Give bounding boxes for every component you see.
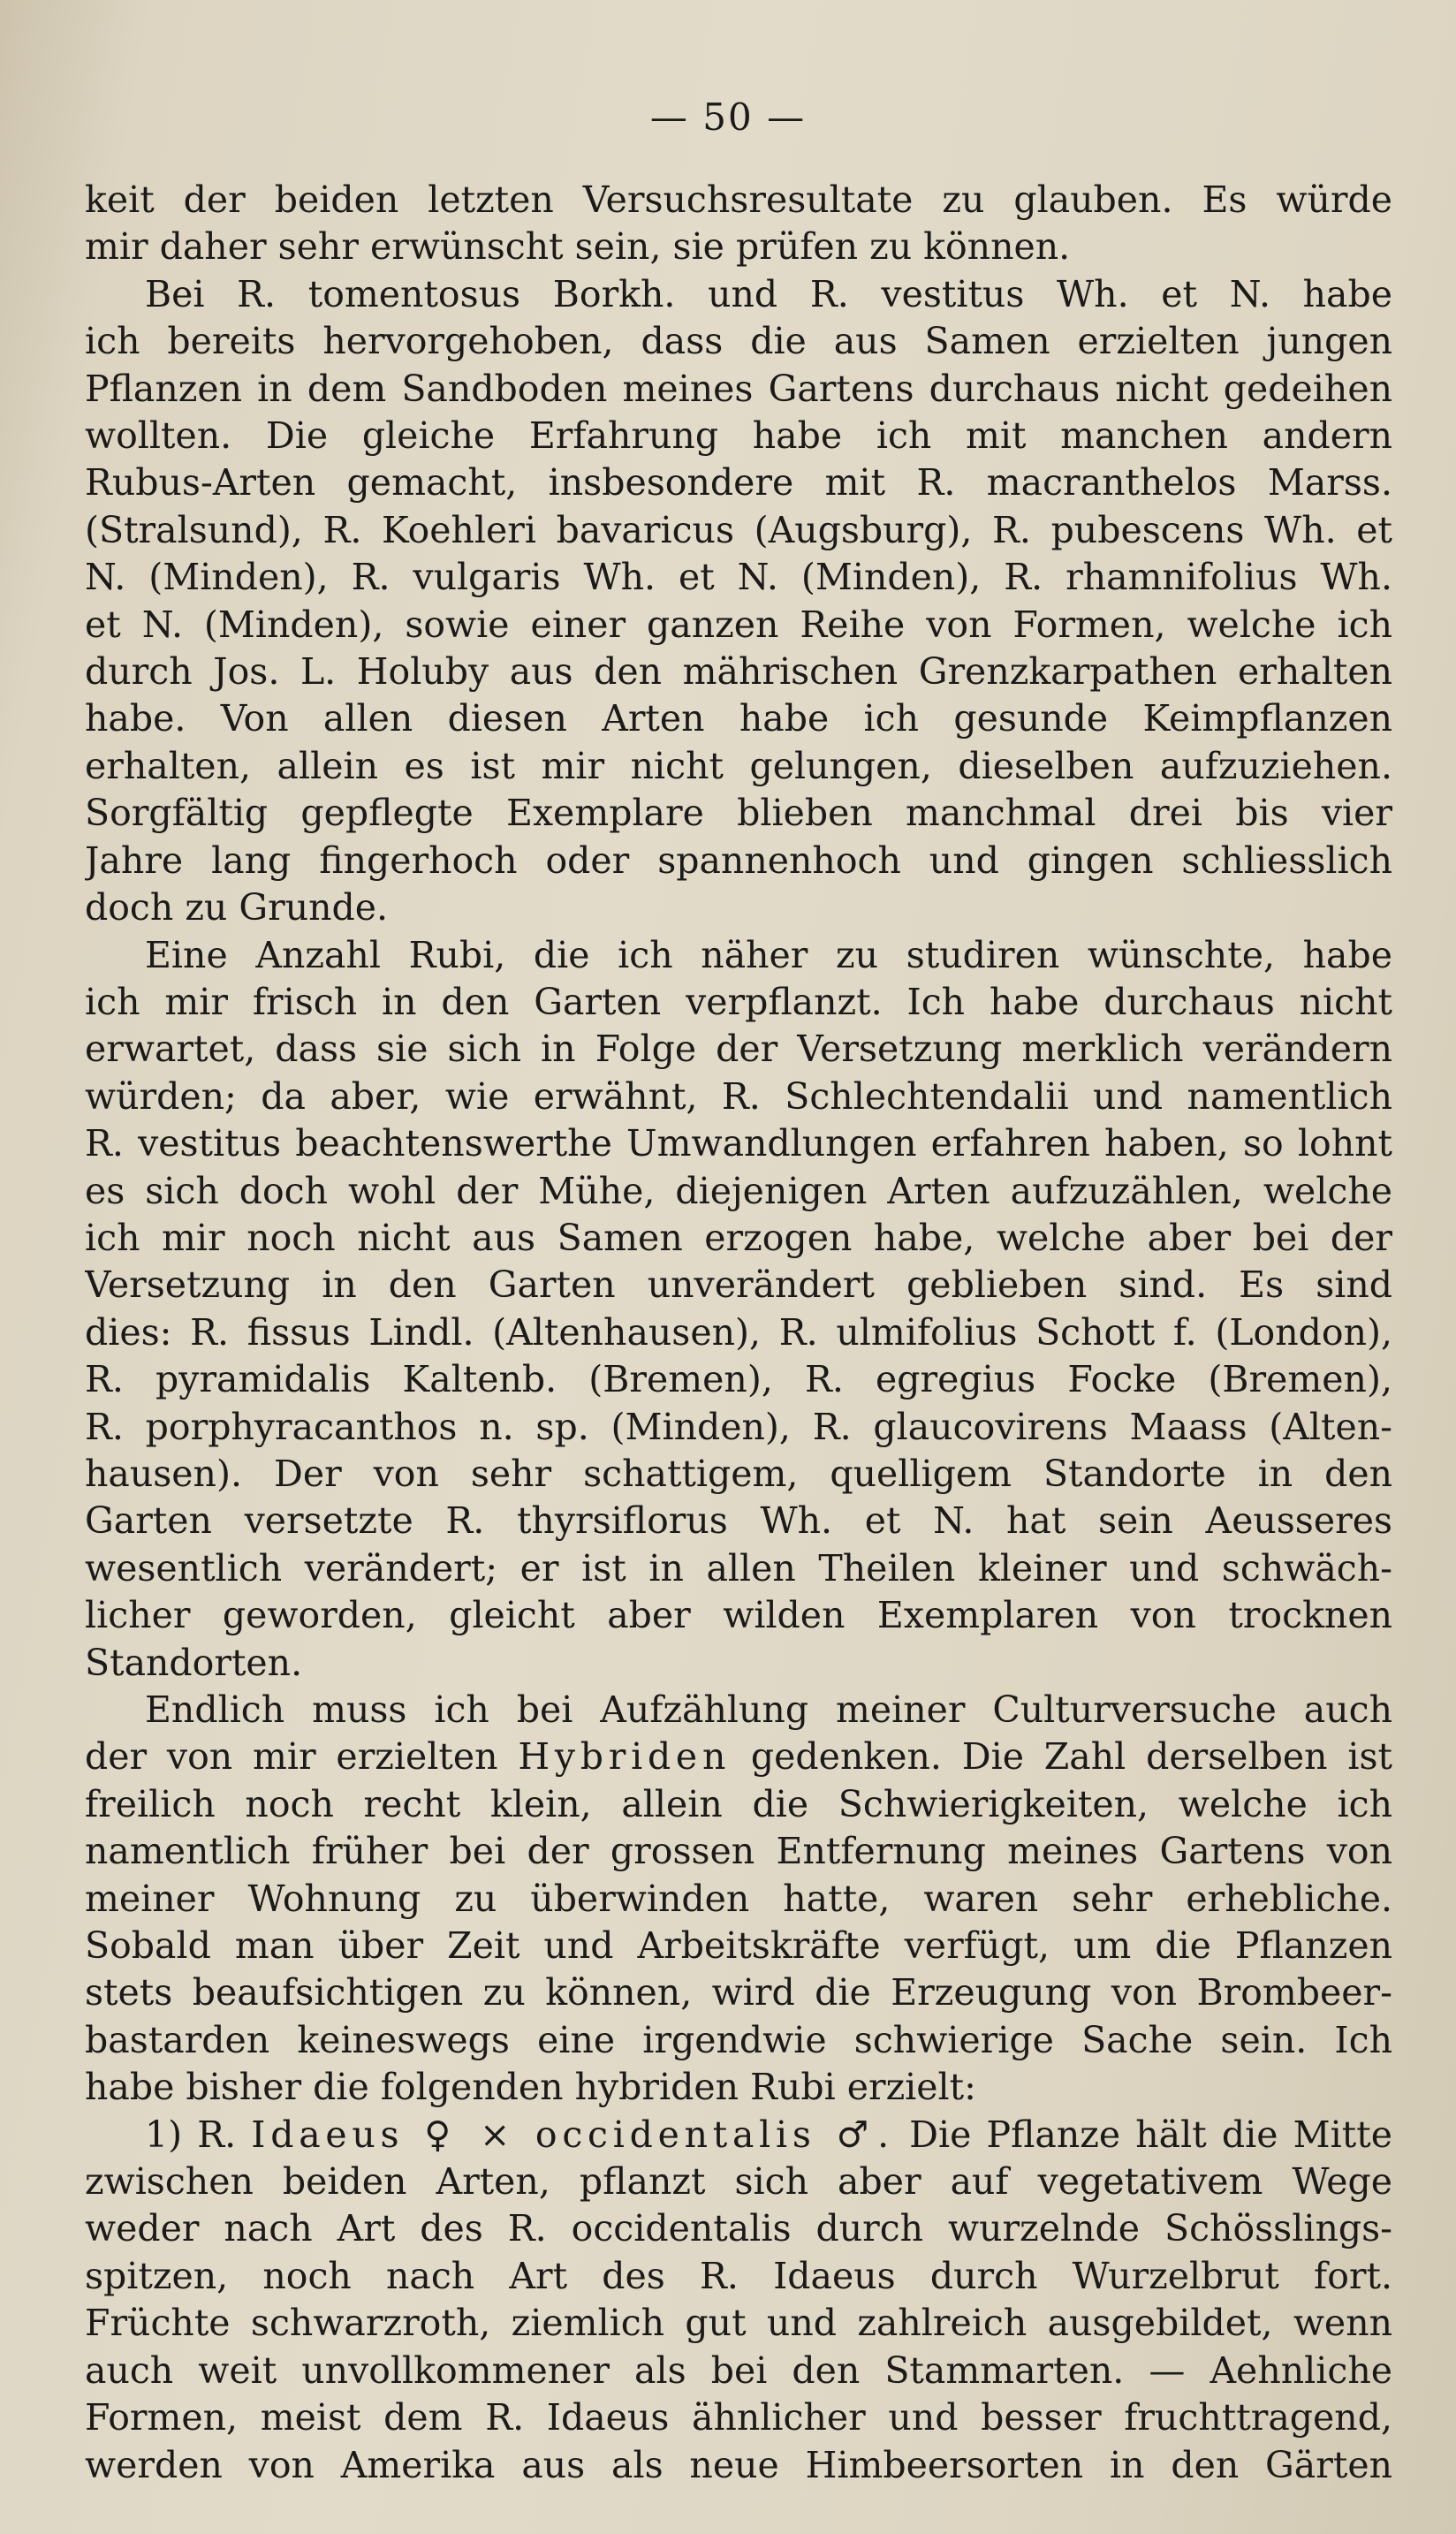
text-line: durch Jos. L. Holuby aus den mährischen Grenzkarpathen erhalten <box>85 650 1392 694</box>
text-line: Jahre lang fingerhoch oder spannenhoch und gingen schliesslich <box>85 838 1392 882</box>
text-line: bastarden keineswegs eine irgendwie schwierige Sache sein. Ich <box>85 2018 1392 2061</box>
text-segment: 1) R. <box>145 2113 237 2156</box>
text-line: keit der beiden letzten Versuchsresultate zu glauben. Es würde <box>85 178 1392 221</box>
text-line: wollten. Die gleiche Erfahrung habe ich mit manchen andern <box>85 414 1392 458</box>
text-line: et N. (Minden), sowie einer ganzen Reihe von Formen, welche ich <box>85 603 1392 646</box>
text-line: mir daher sehr erwünscht sein, sie prüfen zu können. <box>85 225 1071 269</box>
text-line: R. porphyracanthos n. sp. (Minden), R. glaucovirens Maass (Alten- <box>85 1405 1392 1448</box>
text-line: Pflanzen in dem Sandboden meines Gartens durchaus nicht gedeihen <box>85 367 1392 410</box>
text-line: Eine Anzahl Rubi, die ich näher zu studiren wünschte, habe <box>145 933 1392 976</box>
text-line: erhalten, allein es ist mir nicht gelungen, dieselben aufzuziehen. <box>85 744 1392 787</box>
text-line: Formen, meist dem R. Idaeus ähnlicher und besser fruchttragend, <box>85 2396 1392 2439</box>
text-line: ich mir noch nicht aus Samen erzogen habe, welche aber bei der <box>85 1216 1392 1259</box>
text-line: stets beaufsichtigen zu können, wird die Erzeugung von Brombeer- <box>85 1971 1392 2014</box>
text-line: habe bisher die folgenden hybriden Rubi erzielt: <box>85 2066 976 2109</box>
text-line: ich bereits hervorgehoben, dass die aus Samen erzielten jungen <box>85 320 1392 363</box>
text-line: doch zu Grunde. <box>85 886 389 929</box>
text-line: namentlich früher bei der grossen Entfernung meines Gartens von <box>85 1830 1392 1873</box>
text-line: R. vestitus beachtenswerthe Umwandlungen erfahren haben, so lohnt <box>85 1122 1392 1165</box>
text-line: habe. Von allen diesen Arten habe ich gesunde Keimpflanzen <box>85 697 1392 740</box>
text-line: Garten versetzte R. thyrsiflorus Wh. et N. hat sein Aeusseres <box>85 1499 1392 1543</box>
text-line: Sobald man über Zeit und Arbeitskräfte verfügt, um die Pflanzen <box>85 1924 1392 1968</box>
text-line: licher geworden, gleicht aber wilden Exemplaren von trocknen <box>85 1594 1392 1637</box>
page-number: — 50 — <box>649 95 807 139</box>
text-line: (Stralsund), R. Koehleri bavaricus (Augsburg), R. pubescens Wh. et <box>85 508 1392 551</box>
text-line: würden; da aber, wie erwähnt, R. Schlechtendalii und namentlich <box>85 1074 1392 1118</box>
body-text <box>85 177 1392 2489</box>
text-line: spitzen, noch nach Art des R. Idaeus durch Wurzelbrut fort. <box>85 2254 1392 2297</box>
spaced-term-hybrid-name: Idaeus ♀ × occidentalis ♂. <box>251 2113 894 2156</box>
spaced-term-hybriden: Hybriden <box>518 1735 732 1779</box>
text-line: Rubus-Arten gemacht, insbesondere mit R. macranthelos Marss. <box>85 461 1392 505</box>
text-line-hybriden <box>85 1734 1392 1780</box>
text-line: meiner Wohnung zu überwinden hatte, waren sehr erhebliche. <box>85 1877 1392 1920</box>
text-line: Standorten. <box>85 1641 303 1684</box>
text-line: es sich doch wohl der Mühe, diejenigen Arten aufzuzählen, welche <box>85 1169 1392 1212</box>
text-line: N. (Minden), R. vulgaris Wh. et N. (Minden), R. rhamnifolius Wh. <box>85 556 1392 599</box>
text-line: Sorgfältig gepflegte Exemplare blieben manchmal drei bis vier <box>85 792 1392 835</box>
text-line: Endlich muss ich bei Aufzählung meiner Culturversuche auch <box>145 1688 1392 1731</box>
text-segment: gedenken. Die Zahl derselben ist <box>750 1735 1392 1779</box>
text-line: erwartet, dass sie sich in Folge der Versetzung merklich verändern <box>85 1028 1392 1071</box>
text-segment: der von mir erzielten <box>85 1735 498 1779</box>
text-segment: Die Pflanze hält die Mitte <box>909 2113 1392 2156</box>
text-line: R. pyramidalis Kaltenb. (Bremen), R. egregius Focke (Bremen), <box>85 1358 1392 1401</box>
text-line: auch weit unvollkommener als bei den Stammarten. — Aehnliche <box>85 2348 1392 2392</box>
text-line: dies: R. fissus Lindl. (Altenhausen), R. ulmifolius Schott f. (London), <box>85 1310 1392 1354</box>
text-line-hybrid-1 <box>85 2112 1392 2158</box>
text-line: weder nach Art des R. occidentalis durch wurzelnde Schösslings- <box>85 2207 1392 2250</box>
text-line: wesentlich verändert; er ist in allen Theilen kleiner und schwäch- <box>85 1546 1392 1589</box>
text-line: Versetzung in den Garten unverändert geblieben sind. Es sind <box>85 1263 1392 1307</box>
text-line: Bei R. tomentosus Borkh. und R. vestitus Wh. et N. habe <box>145 272 1392 315</box>
text-line: werden von Amerika aus als neue Himbeersorten in den Gärten <box>85 2443 1392 2486</box>
text-line: zwischen beiden Arten, pflanzt sich aber auf vegetativem Wege <box>85 2160 1392 2204</box>
text-line: Früchte schwarzroth, ziemlich gut und zahlreich ausgebildet, wenn <box>85 2302 1392 2345</box>
text-line: ich mir frisch in den Garten verpflanzt. Ich habe durchaus nicht <box>85 980 1392 1023</box>
text-line: hausen). Der von sehr schattigem, quelligem Standorte in den <box>85 1452 1392 1495</box>
text-line: freilich noch recht klein, allein die Schwierigkeiten, welche ich <box>85 1782 1392 1825</box>
